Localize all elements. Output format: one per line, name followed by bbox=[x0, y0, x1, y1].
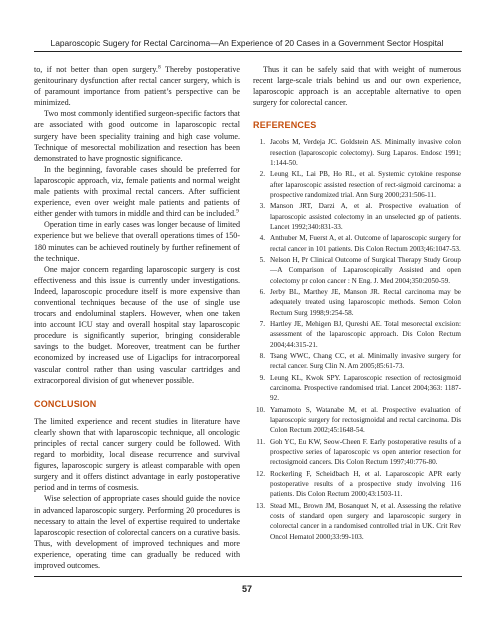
body-paragraph bbox=[34, 108, 240, 163]
reference-text: Jacobs M, Verdeja JC. Goldstein AS. Minimally invasive colon resection (laparoscopic colectomy). Surg Laparos. Endosc 1991; 1:144-50. bbox=[270, 138, 461, 167]
reference-item bbox=[253, 287, 461, 318]
reference-item bbox=[253, 201, 461, 232]
reference-number: 7. bbox=[259, 320, 265, 329]
reference-text: Nelson H, Pr Clinical Outcome of Surgical Therapy Study Group—A Comparison of Laparoscopically Assisted and open colectomy pr colon cancer : N Eng. J. Med 2004;350:2050-59. bbox=[270, 256, 461, 285]
reference-item bbox=[253, 469, 461, 500]
reference-number: 11. bbox=[256, 438, 265, 447]
reference-text: Manson JRT, Darzi A, et al. Prospective evaluation of laparoscopic assisted colectomy in an unselected gp of patients. Lancet 1992;340:831-33. bbox=[270, 202, 461, 231]
header-rule bbox=[34, 51, 462, 52]
reference-item bbox=[253, 255, 461, 286]
reference-number: 6. bbox=[259, 288, 265, 297]
reference-item bbox=[253, 169, 461, 200]
reference-item bbox=[253, 405, 461, 436]
body-paragraph bbox=[34, 264, 240, 386]
closing-paragraph: Thus it can be safely said that with weight of numerous recent large-scale trials behind us and our own experience, laparoscopic approach is an acceptable alternative to open surgery for colorectal cancer. bbox=[253, 65, 461, 108]
reference-item bbox=[253, 437, 461, 468]
right-column bbox=[253, 64, 461, 543]
reference-number: 3. bbox=[259, 202, 265, 211]
body-paragraph bbox=[34, 493, 240, 571]
references-heading: REFERENCES bbox=[253, 120, 317, 131]
reference-text: Leung KL, Kwok SPY. Laparoscopic resection of rectosigmoid carcinoma. Prospective randomised trial. Lancet 2004;363: 1187-92. bbox=[270, 374, 461, 403]
left-column bbox=[34, 64, 240, 571]
reference-number: 10. bbox=[256, 406, 265, 415]
reference-item bbox=[253, 233, 461, 253]
citation-superscript: 8 bbox=[157, 64, 161, 71]
paragraph-text: Two most commonly identified surgeon-specific factors that are associated with good outcome in laparoscopic rectal surgery have been speciality training and high case volume. Technique of mesorectal mobilization and resection has been demonstrated to have prognostic significance. bbox=[34, 109, 240, 163]
body-paragraph bbox=[34, 219, 240, 263]
reference-number: 8. bbox=[259, 352, 265, 361]
reference-text: Tsang WWC, Chang CC, et al. Minimally invasive surgery for rectal cancer. Surg Clin N. Am 2005;85:61-73. bbox=[270, 352, 461, 371]
reference-text: Jerby BL, Marthey JE, Manson JR. Rectal carcinoma may be adequately treated using laparoscopic methods. Semon Colon Rectum Surg 1998;9:254-58. bbox=[270, 288, 461, 317]
reference-text: Hartley JE, Mehigen BJ, Qureshi AE. Total mesorectal excision: assessment of the laparoscopic approach. Dis Colon Rectum 2004;44:315-21. bbox=[270, 320, 461, 349]
paragraph-text: In the beginning, favorable cases should be preferred for laparoscopic approach, viz, female patients and normal weight male patients with proximal rectal cancers. After sufficient experience, even over weight male patients and patients of either gender with tumors in middle and third can be included. bbox=[34, 164, 240, 219]
reference-text: Leung KL, Lai PB, Ho RL, et al. Systemic cytokine response after laparoscopic assisted resection of rect-sigmoid carcinoma: a prospective randomized trial. Ann Surg 2000;231:506-11. bbox=[270, 170, 461, 199]
reference-item bbox=[253, 137, 461, 168]
reference-list bbox=[253, 137, 461, 541]
conclusion-text bbox=[34, 416, 240, 571]
reference-number: 9. bbox=[259, 374, 265, 383]
reference-number: 2. bbox=[259, 170, 265, 179]
reference-text: Rockerling F, Scheidbach H, et al. Laparoscopic APR early postoperative results of a prospective study involving 116 patients. Dis Colon Rectum 2000;43:1503-11. bbox=[270, 470, 461, 499]
reference-number: 13. bbox=[256, 502, 265, 511]
reference-text: Anthuber M, Fuerst A, et al. Outcome of laparoscopic surgery for rectal cancer in 101 patients. Dis Colon Rectum 2003;46:1047-53. bbox=[270, 234, 461, 253]
reference-text: Yamamoto S, Watanabe M, et al. Prospective evaluation of laparoscopic surgery for rectosigmoidal and rectal carcinoma. Dis Colon Rectum 2002;45:1648-54. bbox=[270, 406, 461, 435]
body-paragraph bbox=[34, 164, 240, 219]
paragraph-text: One major concern regarding laparoscopic surgery is cost effectiveness and this issue is currently under investigations. Indeed, laparoscopic procedure itself is more expensive than conventional techniques because of the use of single use trocars and endoluminal staplers. However, when one taken into account ICU stay and overall hospital stay laparoscopic procedure is significantly superior, bringing considerable savings to the budget. Moreover, treatment can be further economized by increased use of Ligaclips for intracorporeal vascular control rather than using vascular cartridges and extracorporeal division of gut whenever possible. bbox=[34, 264, 240, 385]
paragraph-text: to, if not better than open surgery. bbox=[34, 65, 158, 74]
paragraph-text: Operation time in early cases was longer because of limited experience but we believe that overall operations times of 150-180 minutes can be achieved routinely by further refinement of the technique. bbox=[34, 220, 240, 263]
reference-text: Stead ML, Brown JM, Bosanquet N, et al. Assessing the relative costs of standard open surgery and laparoscopic surgery in colorectal cancer in a randomised controlled trial in UK. Crit Rev Oncol Hematol 2000;33:99-103. bbox=[270, 502, 461, 541]
conclusion-heading: CONCLUSION bbox=[34, 398, 97, 409]
reference-item bbox=[253, 319, 461, 350]
citation-superscript: 9 bbox=[236, 208, 239, 215]
reference-number: 1. bbox=[259, 138, 265, 147]
body-paragraph bbox=[34, 416, 240, 494]
reference-number: 12. bbox=[256, 470, 265, 479]
reference-item bbox=[253, 501, 461, 542]
footer-rule bbox=[34, 576, 462, 577]
page-number: 57 bbox=[241, 584, 252, 594]
running-header: Laparoscopic Sugery for Rectal Carcinoma—An Experience of 20 Cases in a Government Sector Hospital bbox=[50, 38, 444, 48]
paragraph-text: Wise selection of appropriate cases should guide the novice in advanced laparoscopic surgery. Performing 20 procedures is necessary to attain the level of expertise required to undertake laparoscopic resection of colorectal cancers on a curative basis. Thus, with development of improved techniques and more experience, operating time can gradually be reduced with improved outcomes. bbox=[34, 494, 240, 571]
body-paragraph bbox=[34, 64, 240, 108]
reference-number: 5. bbox=[259, 256, 265, 265]
reference-number: 4. bbox=[259, 234, 265, 243]
reference-item bbox=[253, 373, 461, 404]
paragraph-text: The limited experience and recent studies in literature have clearly shown that with laparoscopic technique, all oncologic principles of rectal cancer surgery could be followed. With regard to morbidity, local disease recurrence and survival figures, laparoscopic surgery is atleast comparable with open surgery and it offers distinct advantage in early postoperative period and in terms of cosmesis. bbox=[34, 416, 240, 493]
paragraph-text-tail: Thereby postoperative genitourinary dysfunction after rectal cancer surgery, which is of paramount importance from patient’s perspective can be minimized. bbox=[34, 65, 240, 108]
reference-text: Goh YC, Eu KW, Seow-Cheen F. Early postoperative results of a prospective series of laparoscopic vs open anterior resection for rectosigmoid cancers. Dis Colon Rectum 1997;40:776-80. bbox=[270, 438, 461, 467]
reference-item bbox=[253, 351, 461, 371]
body-text-before-conclusion bbox=[34, 64, 240, 386]
